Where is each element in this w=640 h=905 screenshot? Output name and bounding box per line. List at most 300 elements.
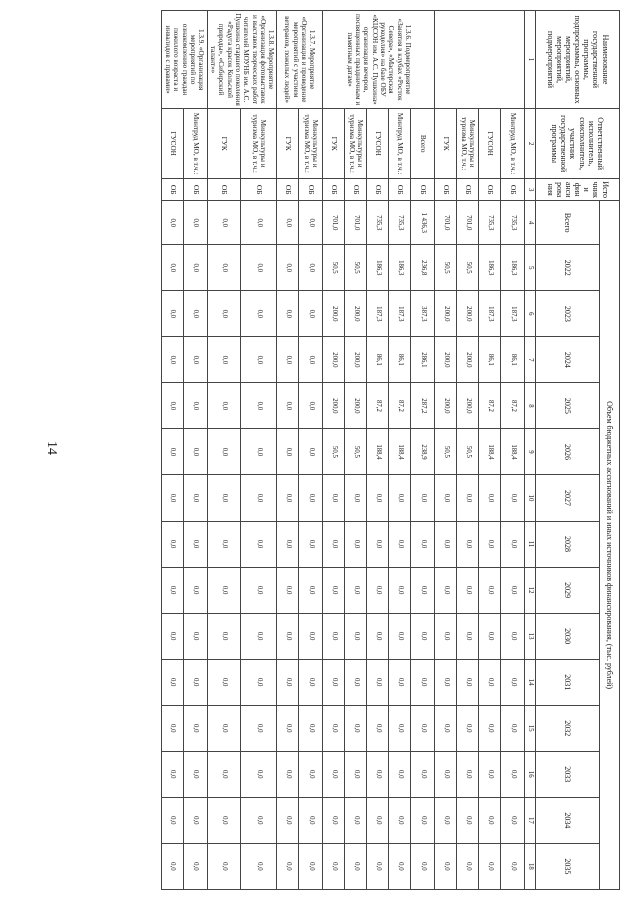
- column-number: 13: [525, 613, 536, 659]
- year-value-cell: 188,4: [501, 429, 525, 475]
- table-row: [435, 11, 457, 890]
- year-value-cell: 0,0: [207, 659, 240, 705]
- year-value-cell: 0,0: [299, 567, 323, 613]
- year-value-cell: 0,0: [367, 475, 389, 521]
- year-value-cell: 0,0: [299, 383, 323, 429]
- year-value-cell: 50,5: [435, 245, 457, 291]
- year-value-cell: 0,0: [389, 659, 411, 705]
- year-value-cell: 0,0: [277, 843, 299, 889]
- year-value-cell: 0,0: [457, 567, 479, 613]
- year-value-cell: 0,0: [323, 843, 345, 889]
- year-value-cell: 287,2: [411, 383, 435, 429]
- year-value-cell: 0,0: [457, 797, 479, 843]
- year-value-cell: 0,0: [501, 475, 525, 521]
- year-value-cell: 0,0: [411, 843, 435, 889]
- source-cell: ОБ: [241, 179, 277, 201]
- year-value-cell: 0,0: [207, 429, 240, 475]
- column-number: 15: [525, 705, 536, 751]
- year-value-cell: 0,0: [161, 475, 183, 521]
- table-row: [161, 11, 183, 890]
- year-value-cell: 0,0: [241, 291, 277, 337]
- column-number: 17: [525, 797, 536, 843]
- year-value-cell: 0,0: [241, 337, 277, 383]
- year-value-cell: 0,0: [183, 705, 207, 751]
- year-value-cell: 0,0: [277, 613, 299, 659]
- year-value-cell: 0,0: [161, 337, 183, 383]
- year-value-cell: 0,0: [183, 475, 207, 521]
- column-number: 5: [525, 245, 536, 291]
- header-year: 2034: [536, 797, 600, 843]
- header-year: 2027: [536, 475, 600, 521]
- year-value-cell: 0,0: [501, 705, 525, 751]
- year-value-cell: 187,3: [501, 291, 525, 337]
- year-value-cell: 50,5: [323, 429, 345, 475]
- year-value-cell: 0,0: [299, 659, 323, 705]
- year-value-cell: 0,0: [299, 705, 323, 751]
- total-value-cell: 0,0: [183, 201, 207, 245]
- year-value-cell: 200,0: [435, 383, 457, 429]
- year-value-cell: 0,0: [345, 659, 367, 705]
- year-value-cell: 200,0: [457, 337, 479, 383]
- header-year: 2029: [536, 567, 600, 613]
- year-value-cell: 0,0: [241, 429, 277, 475]
- year-value-cell: 0,0: [161, 659, 183, 705]
- year-value-cell: 0,0: [207, 797, 240, 843]
- executor-cell: Минкультуры и туризма МО, т.ч.:: [457, 109, 479, 179]
- executor-cell: ГУСОН: [161, 109, 183, 179]
- executor-cell: Минкультуры и туризма МО, в т.ч.:: [299, 109, 323, 179]
- year-value-cell: 0,0: [241, 843, 277, 889]
- year-value-cell: 0,0: [479, 475, 501, 521]
- total-value-cell: 0,0: [277, 201, 299, 245]
- year-value-cell: 0,0: [435, 843, 457, 889]
- header-funding-group: Объем бюджетных ассигнований и иных источников финансирования, (тыс. рублей): [600, 201, 620, 890]
- year-value-cell: 0,0: [345, 751, 367, 797]
- header-year: 2030: [536, 613, 600, 659]
- year-value-cell: 0,0: [367, 521, 389, 567]
- source-cell: ОБ: [345, 179, 367, 201]
- year-value-cell: 0,0: [367, 705, 389, 751]
- total-value-cell: 1 436,3: [411, 201, 435, 245]
- activity-name: 1.3.6. Подмероприятие «Занятия в клубах «Росток Севера», «Мастерская рукоделия» на базе ОБУ «КЦСОН им. А.С. Пушкина» организация вечеров, посвященных праздничным и памятным датам»: [323, 11, 435, 109]
- year-value-cell: 0,0: [457, 705, 479, 751]
- year-value-cell: 0,0: [389, 567, 411, 613]
- year-value-cell: 0,0: [345, 797, 367, 843]
- year-value-cell: 0,0: [241, 567, 277, 613]
- year-value-cell: 0,0: [411, 475, 435, 521]
- year-value-cell: 0,0: [367, 613, 389, 659]
- year-value-cell: 0,0: [479, 843, 501, 889]
- year-value-cell: 200,0: [345, 383, 367, 429]
- year-value-cell: 0,0: [323, 797, 345, 843]
- year-value-cell: 86,1: [389, 337, 411, 383]
- year-value-cell: 0,0: [277, 751, 299, 797]
- year-value-cell: 0,0: [299, 475, 323, 521]
- year-value-cell: 0,0: [389, 843, 411, 889]
- year-value-cell: 0,0: [183, 337, 207, 383]
- year-value-cell: 87,2: [501, 383, 525, 429]
- executor-cell: ГУК: [277, 109, 299, 179]
- year-value-cell: 0,0: [411, 705, 435, 751]
- source-cell: ОБ: [479, 179, 501, 201]
- column-number: 3: [525, 179, 536, 201]
- header-executor: Ответственный исполнитель, соисполнитель, участник государственной программы: [536, 109, 620, 179]
- year-value-cell: 187,3: [389, 291, 411, 337]
- table-row: [411, 11, 435, 890]
- executor-cell: ГУСОН: [479, 109, 501, 179]
- column-number: 18: [525, 843, 536, 889]
- year-value-cell: 0,0: [277, 383, 299, 429]
- year-value-cell: 200,0: [323, 291, 345, 337]
- year-value-cell: 0,0: [277, 567, 299, 613]
- year-value-cell: 188,4: [367, 429, 389, 475]
- year-value-cell: 0,0: [207, 521, 240, 567]
- year-value-cell: 0,0: [389, 797, 411, 843]
- year-value-cell: 0,0: [183, 659, 207, 705]
- year-value-cell: 0,0: [299, 751, 323, 797]
- year-value-cell: 200,0: [323, 383, 345, 429]
- year-value-cell: 0,0: [323, 751, 345, 797]
- rotated-table-container: [50, 10, 620, 890]
- year-value-cell: 0,0: [183, 383, 207, 429]
- year-value-cell: 188,4: [389, 429, 411, 475]
- year-value-cell: 200,0: [435, 291, 457, 337]
- year-value-cell: 0,0: [241, 475, 277, 521]
- year-value-cell: 0,0: [367, 843, 389, 889]
- year-value-cell: 0,0: [479, 613, 501, 659]
- year-value-cell: 0,0: [345, 567, 367, 613]
- year-value-cell: 0,0: [435, 475, 457, 521]
- source-cell: ОБ: [161, 179, 183, 201]
- year-value-cell: 236,8: [411, 245, 435, 291]
- year-value-cell: 200,0: [345, 291, 367, 337]
- year-value-cell: 0,0: [299, 245, 323, 291]
- year-value-cell: 0,0: [183, 521, 207, 567]
- table-body: [161, 11, 524, 890]
- year-value-cell: 0,0: [183, 291, 207, 337]
- year-value-cell: 200,0: [323, 337, 345, 383]
- year-value-cell: 0,0: [435, 705, 457, 751]
- total-value-cell: 0,0: [207, 201, 240, 245]
- header-year: 2033: [536, 751, 600, 797]
- year-value-cell: 0,0: [323, 613, 345, 659]
- total-value-cell: 701,0: [345, 201, 367, 245]
- year-value-cell: 0,0: [161, 429, 183, 475]
- year-value-cell: 387,3: [411, 291, 435, 337]
- header-year: 2022: [536, 245, 600, 291]
- year-value-cell: 0,0: [183, 429, 207, 475]
- year-value-cell: 0,0: [161, 567, 183, 613]
- year-value-cell: 0,0: [367, 797, 389, 843]
- year-value-cell: 0,0: [207, 337, 240, 383]
- year-value-cell: 186,3: [501, 245, 525, 291]
- year-value-cell: 0,0: [277, 337, 299, 383]
- year-value-cell: 0,0: [435, 797, 457, 843]
- year-value-cell: 0,0: [241, 659, 277, 705]
- column-number: 11: [525, 521, 536, 567]
- header-year: 2031: [536, 659, 600, 705]
- year-value-cell: 0,0: [411, 613, 435, 659]
- year-value-cell: 0,0: [411, 567, 435, 613]
- header-total: Всего: [536, 201, 600, 245]
- table-row: [241, 11, 277, 890]
- year-value-cell: 0,0: [457, 843, 479, 889]
- year-value-cell: 0,0: [323, 475, 345, 521]
- table-row: [183, 11, 207, 890]
- column-number: 7: [525, 337, 536, 383]
- year-value-cell: 50,5: [345, 429, 367, 475]
- year-value-cell: 0,0: [161, 245, 183, 291]
- activity-name: 1.3.7. Мероприятие «Организация и проведение мероприятий с участием ветеранов, пожилых людей»: [277, 11, 323, 109]
- year-value-cell: 0,0: [501, 659, 525, 705]
- year-value-cell: 0,0: [367, 659, 389, 705]
- year-value-cell: 0,0: [207, 567, 240, 613]
- year-value-cell: 50,5: [457, 429, 479, 475]
- year-value-cell: 0,0: [479, 705, 501, 751]
- year-value-cell: 0,0: [501, 567, 525, 613]
- year-value-cell: 286,1: [411, 337, 435, 383]
- table-row: [389, 11, 411, 890]
- executor-cell: ГУК: [435, 109, 457, 179]
- column-number: 12: [525, 567, 536, 613]
- year-value-cell: 187,3: [479, 291, 501, 337]
- column-number: 8: [525, 383, 536, 429]
- year-value-cell: 0,0: [299, 613, 323, 659]
- year-value-cell: 0,0: [479, 659, 501, 705]
- year-value-cell: 200,0: [457, 383, 479, 429]
- year-value-cell: 0,0: [479, 797, 501, 843]
- year-value-cell: 0,0: [323, 521, 345, 567]
- executor-cell: Минтруд МО, в т.ч.:: [389, 109, 411, 179]
- total-value-cell: 701,0: [323, 201, 345, 245]
- year-value-cell: 0,0: [389, 613, 411, 659]
- year-value-cell: 0,0: [161, 521, 183, 567]
- column-number: 4: [525, 201, 536, 245]
- header-year: 2035: [536, 843, 600, 889]
- column-number: 16: [525, 751, 536, 797]
- year-value-cell: 0,0: [501, 521, 525, 567]
- year-value-cell: 0,0: [277, 521, 299, 567]
- year-value-cell: 0,0: [435, 751, 457, 797]
- year-value-cell: 187,3: [367, 291, 389, 337]
- year-value-cell: 0,0: [207, 613, 240, 659]
- source-cell: ОБ: [323, 179, 345, 201]
- activity-name: [435, 11, 525, 109]
- table-row: [479, 11, 501, 890]
- header-year: 2025: [536, 383, 600, 429]
- source-cell: ОБ: [435, 179, 457, 201]
- year-value-cell: 0,0: [207, 245, 240, 291]
- year-value-cell: 0,0: [479, 751, 501, 797]
- executor-cell: Минкультуры и туризма МО, в т.ч.:: [241, 109, 277, 179]
- executor-cell: Минтруд МО, в т.ч.:: [501, 109, 525, 179]
- year-value-cell: 0,0: [161, 383, 183, 429]
- source-cell: ОБ: [501, 179, 525, 201]
- header-year: 2028: [536, 521, 600, 567]
- year-value-cell: 200,0: [435, 337, 457, 383]
- year-value-cell: 86,1: [501, 337, 525, 383]
- year-value-cell: 0,0: [277, 245, 299, 291]
- year-value-cell: 50,5: [435, 429, 457, 475]
- year-value-cell: 0,0: [241, 245, 277, 291]
- year-value-cell: 0,0: [389, 751, 411, 797]
- column-number: 10: [525, 475, 536, 521]
- year-value-cell: 0,0: [479, 567, 501, 613]
- header-source: Источники финансирования: [536, 179, 620, 201]
- year-value-cell: 0,0: [277, 705, 299, 751]
- year-value-cell: 0,0: [345, 843, 367, 889]
- year-value-cell: 86,1: [367, 337, 389, 383]
- source-cell: ОБ: [411, 179, 435, 201]
- source-cell: ОБ: [183, 179, 207, 201]
- activity-name: 1.3.9. «Организация мероприятий по ознакомлению граждан пожилого возраста и инвалидов с правами»: [161, 11, 207, 109]
- total-value-cell: 0,0: [161, 201, 183, 245]
- year-value-cell: 0,0: [367, 751, 389, 797]
- year-value-cell: 0,0: [457, 751, 479, 797]
- year-value-cell: 0,0: [161, 613, 183, 659]
- year-value-cell: 0,0: [207, 383, 240, 429]
- year-value-cell: 0,0: [501, 843, 525, 889]
- year-value-cell: 0,0: [183, 245, 207, 291]
- year-value-cell: 0,0: [389, 521, 411, 567]
- year-value-cell: 0,0: [435, 521, 457, 567]
- year-value-cell: 0,0: [299, 429, 323, 475]
- year-value-cell: 200,0: [457, 291, 479, 337]
- year-value-cell: 0,0: [161, 705, 183, 751]
- year-value-cell: 0,0: [241, 705, 277, 751]
- funding-table: [161, 10, 620, 890]
- year-value-cell: 0,0: [367, 567, 389, 613]
- year-value-cell: 0,0: [161, 843, 183, 889]
- year-value-cell: 186,3: [367, 245, 389, 291]
- year-value-cell: 0,0: [345, 475, 367, 521]
- year-value-cell: 0,0: [323, 705, 345, 751]
- year-value-cell: 0,0: [299, 291, 323, 337]
- table-row: [345, 11, 367, 890]
- year-value-cell: 0,0: [277, 429, 299, 475]
- year-value-cell: 0,0: [299, 843, 323, 889]
- year-value-cell: 0,0: [501, 797, 525, 843]
- year-value-cell: 0,0: [323, 567, 345, 613]
- total-value-cell: 701,0: [457, 201, 479, 245]
- year-value-cell: 0,0: [345, 613, 367, 659]
- year-value-cell: 0,0: [207, 291, 240, 337]
- page-number: 14: [44, 441, 59, 455]
- header-year: 2024: [536, 337, 600, 383]
- year-value-cell: 0,0: [241, 613, 277, 659]
- year-value-cell: 0,0: [479, 521, 501, 567]
- year-value-cell: 0,0: [161, 797, 183, 843]
- year-value-cell: 0,0: [241, 751, 277, 797]
- year-value-cell: 50,5: [345, 245, 367, 291]
- total-value-cell: 0,0: [241, 201, 277, 245]
- year-value-cell: 0,0: [435, 613, 457, 659]
- year-value-cell: 0,0: [183, 843, 207, 889]
- table-row: [457, 11, 479, 890]
- year-value-cell: 188,4: [479, 429, 501, 475]
- table-row: [207, 11, 240, 890]
- executor-cell: ГУК: [323, 109, 345, 179]
- year-value-cell: 50,5: [457, 245, 479, 291]
- year-value-cell: 0,0: [241, 383, 277, 429]
- total-value-cell: 0,0: [299, 201, 323, 245]
- year-value-cell: 0,0: [277, 659, 299, 705]
- year-value-cell: 186,3: [479, 245, 501, 291]
- year-value-cell: 0,0: [411, 521, 435, 567]
- year-value-cell: 0,0: [389, 475, 411, 521]
- source-cell: ОБ: [299, 179, 323, 201]
- year-value-cell: 200,0: [345, 337, 367, 383]
- column-number: 14: [525, 659, 536, 705]
- column-number: 1: [525, 11, 536, 109]
- year-value-cell: 0,0: [161, 291, 183, 337]
- year-value-cell: 0,0: [435, 659, 457, 705]
- year-value-cell: 0,0: [411, 659, 435, 705]
- year-value-cell: 87,2: [479, 383, 501, 429]
- activity-name: 1.3.8. Мероприятие «Организация фотовыставок и выставок творческих работ читателей МОУНБ им. А.С. Пушкина старшего поколения «Радуга красок Кольской природы», «Сибирский талант»»: [207, 11, 276, 109]
- source-cell: ОБ: [389, 179, 411, 201]
- year-value-cell: 87,2: [367, 383, 389, 429]
- executor-cell: Минкультуры и туризма МО, в т.ч.:: [345, 109, 367, 179]
- year-value-cell: 0,0: [183, 751, 207, 797]
- total-value-cell: 735,3: [479, 201, 501, 245]
- table-row: [277, 11, 299, 890]
- year-value-cell: 0,0: [457, 521, 479, 567]
- year-value-cell: 86,1: [479, 337, 501, 383]
- executor-cell: Всего: [411, 109, 435, 179]
- year-value-cell: 0,0: [183, 797, 207, 843]
- year-value-cell: 0,0: [207, 843, 240, 889]
- year-value-cell: 0,0: [277, 291, 299, 337]
- year-value-cell: 0,0: [345, 521, 367, 567]
- year-value-cell: 50,5: [323, 245, 345, 291]
- executor-cell: ГУСОН: [367, 109, 389, 179]
- source-cell: ОБ: [277, 179, 299, 201]
- executor-cell: ГУК: [207, 109, 240, 179]
- year-value-cell: 0,0: [277, 797, 299, 843]
- source-cell: ОБ: [457, 179, 479, 201]
- year-value-cell: 0,0: [411, 751, 435, 797]
- year-value-cell: 87,2: [389, 383, 411, 429]
- year-value-cell: 0,0: [207, 751, 240, 797]
- year-value-cell: 0,0: [183, 567, 207, 613]
- column-number: 9: [525, 429, 536, 475]
- year-value-cell: 0,0: [501, 751, 525, 797]
- year-value-cell: 0,0: [299, 337, 323, 383]
- year-value-cell: 0,0: [299, 521, 323, 567]
- total-value-cell: 735,3: [389, 201, 411, 245]
- year-value-cell: 0,0: [323, 659, 345, 705]
- year-value-cell: 0,0: [435, 567, 457, 613]
- year-value-cell: 0,0: [207, 705, 240, 751]
- year-value-cell: 0,0: [161, 751, 183, 797]
- year-value-cell: 0,0: [207, 475, 240, 521]
- total-value-cell: 735,3: [501, 201, 525, 245]
- column-number: 6: [525, 291, 536, 337]
- header-year: 2023: [536, 291, 600, 337]
- table-row: [501, 11, 525, 890]
- total-value-cell: 701,0: [435, 201, 457, 245]
- table-row: [367, 11, 389, 890]
- year-value-cell: 0,0: [457, 659, 479, 705]
- source-cell: ОБ: [207, 179, 240, 201]
- source-cell: ОБ: [367, 179, 389, 201]
- year-value-cell: 0,0: [457, 613, 479, 659]
- year-value-cell: 0,0: [277, 475, 299, 521]
- header-year: 2032: [536, 705, 600, 751]
- year-value-cell: 238,9: [411, 429, 435, 475]
- year-value-cell: 186,3: [389, 245, 411, 291]
